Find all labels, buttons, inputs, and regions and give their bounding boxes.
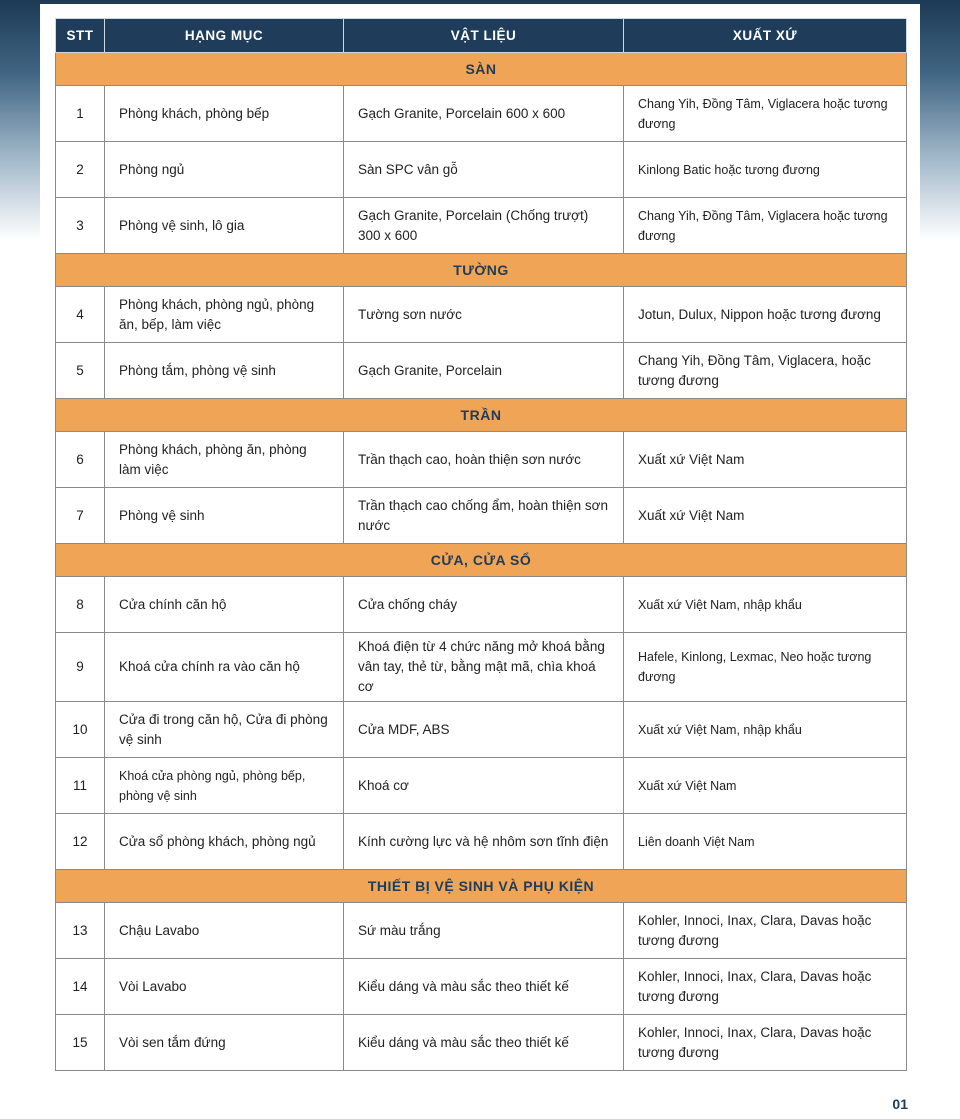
section-title: CỬA, CỬA SỔ [56,544,907,577]
section-title: TƯỜNG [56,254,907,287]
row-material: Cửa chống cháy [344,577,624,633]
row-origin: Kohler, Innoci, Inax, Clara, Davas hoặc tương đương [624,1015,907,1071]
row-origin: Xuất xứ Việt Nam [624,758,907,814]
row-stt: 7 [56,488,105,544]
table-row [56,86,907,142]
row-material: Gạch Granite, Porcelain [344,343,624,399]
header-stt: STT [56,19,105,53]
row-origin: Jotun, Dulux, Nippon hoặc tương đương [624,287,907,343]
row-origin: Chang Yih, Đồng Tâm, Viglacera hoặc tương đương [624,198,907,254]
row-origin: Kohler, Innoci, Inax, Clara, Davas hoặc tương đương [624,959,907,1015]
row-material: Gạch Granite, Porcelain 600 x 600 [344,86,624,142]
row-stt: 8 [56,577,105,633]
row-stt: 13 [56,903,105,959]
row-stt: 4 [56,287,105,343]
section-row-wall [56,254,907,287]
row-stt: 3 [56,198,105,254]
row-material: Trần thạch cao, hoàn thiện sơn nước [344,432,624,488]
section-row-doors-windows [56,544,907,577]
row-category: Phòng khách, phòng ngủ, phòng ăn, bếp, làm việc [105,287,344,343]
row-material: Sứ màu trắng [344,903,624,959]
row-category: Chậu Lavabo [105,903,344,959]
row-category: Phòng vệ sinh, lô gia [105,198,344,254]
row-category: Phòng khách, phòng ăn, phòng làm việc [105,432,344,488]
row-origin: Xuất xứ Việt Nam [624,432,907,488]
row-material: Kiểu dáng và màu sắc theo thiết kế [344,959,624,1015]
row-material: Khoá cơ [344,758,624,814]
row-origin: Chang Yih, Đồng Tâm, Viglacera hoặc tương đương [624,86,907,142]
section-row-ceiling [56,399,907,432]
row-stt: 15 [56,1015,105,1071]
row-category: Phòng khách, phòng bếp [105,86,344,142]
row-category: Cửa sổ phòng khách, phòng ngủ [105,814,344,870]
row-stt: 10 [56,702,105,758]
row-origin: Xuất xứ Việt Nam, nhập khẩu [624,702,907,758]
row-stt: 11 [56,758,105,814]
table-row [56,758,907,814]
row-stt: 6 [56,432,105,488]
table-row [56,702,907,758]
row-stt: 14 [56,959,105,1015]
row-origin: Liên doanh Việt Nam [624,814,907,870]
row-material: Khoá điện từ 4 chức năng mở khoá bằng vân tay, thẻ từ, bằng mật mã, chìa khoá cơ [344,633,624,702]
table-row [56,142,907,198]
table-row [56,633,907,702]
section-title: SÀN [56,53,907,86]
row-material: Cửa MDF, ABS [344,702,624,758]
materials-spec-table [55,18,907,1071]
row-stt: 5 [56,343,105,399]
table-row [56,343,907,399]
row-category: Khoá cửa phòng ngủ, phòng bếp, phòng vệ sinh [105,758,344,814]
table-row [56,903,907,959]
row-category: Phòng tắm, phòng vệ sinh [105,343,344,399]
table-row [56,577,907,633]
row-origin: Xuất xứ Việt Nam, nhập khẩu [624,577,907,633]
row-category: Cửa đi trong căn hộ, Cửa đi phòng vệ sinh [105,702,344,758]
row-category: Phòng vệ sinh [105,488,344,544]
row-origin: Xuất xứ Việt Nam [624,488,907,544]
table-row [56,814,907,870]
row-stt: 9 [56,633,105,702]
table-row [56,198,907,254]
section-row-sanitary [56,870,907,903]
row-origin: Hafele, Kinlong, Lexmac, Neo hoặc tương đương [624,633,907,702]
header-category: HẠNG MỤC [105,19,344,53]
header-origin: XUẤT XỨ [624,19,907,53]
table-row [56,959,907,1015]
row-origin: Chang Yih, Đồng Tâm, Viglacera, hoặc tương đương [624,343,907,399]
row-material: Gạch Granite, Porcelain (Chống trượt) 300 x 600 [344,198,624,254]
section-title: THIẾT BỊ VỆ SINH VÀ PHỤ KIỆN [56,870,907,903]
row-category: Phòng ngủ [105,142,344,198]
header-material: VẬT LIỆU [344,19,624,53]
row-material: Sàn SPC vân gỗ [344,142,624,198]
row-stt: 12 [56,814,105,870]
section-row-floor [56,53,907,86]
table-header-row [56,19,907,53]
table-row [56,287,907,343]
row-material: Tường sơn nước [344,287,624,343]
row-origin: Kinlong Batic hoặc tương đương [624,142,907,198]
row-stt: 2 [56,142,105,198]
row-category: Vòi sen tắm đứng [105,1015,344,1071]
row-material: Kiểu dáng và màu sắc theo thiết kế [344,1015,624,1071]
table-row [56,1015,907,1071]
row-origin: Kohler, Innoci, Inax, Clara, Davas hoặc tương đương [624,903,907,959]
row-material: Kính cường lực và hệ nhôm sơn tĩnh điện [344,814,624,870]
row-category: Vòi Lavabo [105,959,344,1015]
row-category: Khoá cửa chính ra vào căn hộ [105,633,344,702]
row-category: Cửa chính căn hộ [105,577,344,633]
page-number: 01 [892,1096,908,1112]
table-row [56,432,907,488]
table-row [56,488,907,544]
section-title: TRẦN [56,399,907,432]
row-material: Trần thạch cao chống ẩm, hoàn thiện sơn nước [344,488,624,544]
row-stt: 1 [56,86,105,142]
